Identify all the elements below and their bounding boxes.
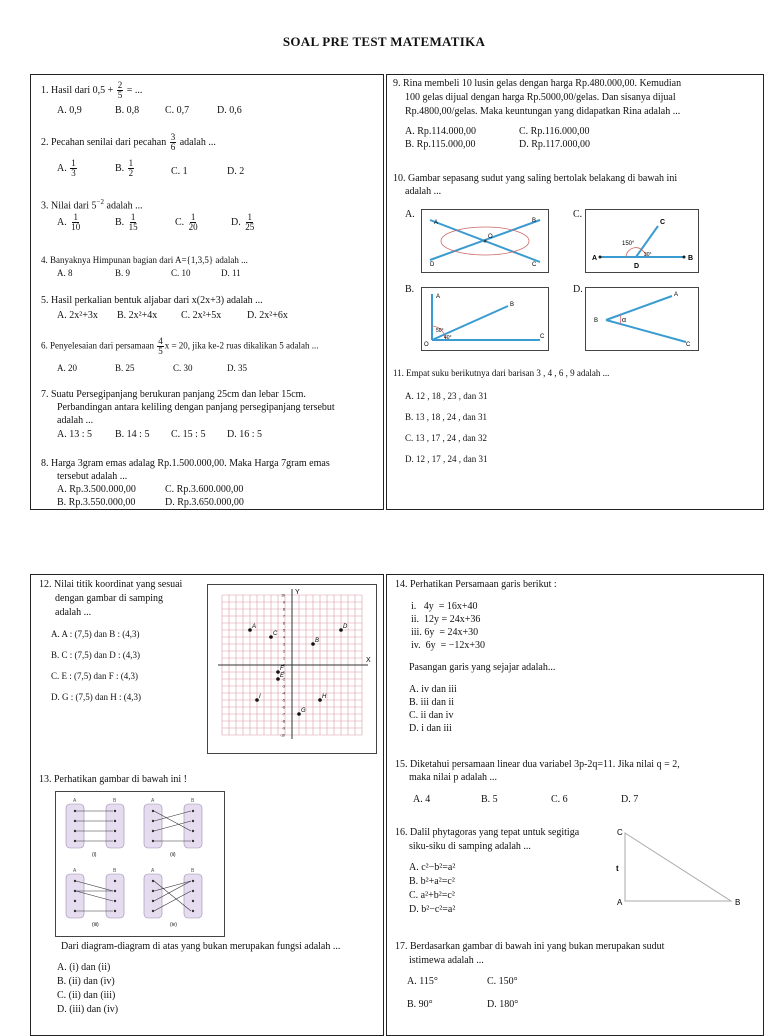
point-label: C [686,342,691,348]
set-b-element [114,830,116,832]
set-b-element [192,880,194,882]
q6-option-a[interactable]: A. 20 [57,363,77,373]
diagram-label: (i) [92,852,97,858]
q15-option-d[interactable]: D. 7 [621,794,639,805]
question-14: 14. Perhatikan Persamaan garis berikut : [395,579,557,590]
angle-label: α [622,317,627,324]
option-fraction [128,213,139,232]
question-10-line-2: adalah ... [405,186,442,197]
point-label: C [273,631,278,637]
y-tick-label: 1 [283,656,285,661]
option-letter: D. [231,216,241,228]
set-b-element [114,910,116,912]
option-letter: A. [57,216,67,228]
question-6-suffix: x = 20, jika ke-2 ruas dikalikan 5 adalah ... [164,340,319,351]
q4-option-a[interactable]: A. 8 [57,268,73,278]
q17-option-a[interactable]: A. 115° [407,976,438,987]
set-b-element [192,900,194,902]
y-tick-label: -1 [281,670,285,675]
question-1-text: 1. Hasil dari 0,5 + [41,84,116,96]
angle-figure-d-svg [586,288,698,350]
q6-option-c[interactable]: C. 30 [173,363,193,373]
set-b-element [114,840,116,842]
fraction-numerator: 1 [190,212,196,222]
fraction-denominator: 25 [245,222,255,232]
question-7-line-3: adalah ... [57,415,94,426]
q5-option-d[interactable]: D. 2x²+6x [247,310,288,321]
fraction-numerator: 1 [128,158,134,168]
y-tick-label: -10 [279,733,285,738]
set-a-element [74,830,76,832]
q3-option-d[interactable] [231,213,256,232]
q17-option-b[interactable]: B. 90° [407,999,433,1010]
set-b-element [114,900,116,902]
set-b-element [192,890,194,892]
question-7-line-2: Perbandingan antara keliling dengan panjang persegipanjang tersebut [57,402,335,413]
question-14-ask: Pasangan garis yang sejajar adalah... [409,662,556,673]
q10-option-d[interactable]: D. [573,284,583,295]
y-tick-label: 4 [283,635,285,640]
point-label: C [532,262,537,268]
angle-figure-b [421,287,549,351]
q2-option-a[interactable] [57,159,78,178]
q15-option-a[interactable]: A. 4 [413,794,431,805]
question-3-text: 3. Nilai dari 5 [41,200,97,212]
question-16-line-1: 16. Dalil phytagoras yang tepat untuk segitiga [395,827,580,838]
question-17-line-2: istimewa adalah ... [409,955,484,966]
fraction-numerator: 2 [117,80,123,90]
fraction-denominator: 6 [170,142,176,152]
point-label: I [259,694,261,700]
y-tick-label: -7 [281,712,285,717]
q5-option-c[interactable]: C. 2x²+5x [181,310,222,321]
question-5: 5. Hasil perkalian bentuk aljabar dari x(2x+3) adalah ... [41,295,263,306]
q17-option-c[interactable]: C. 150° [487,976,518,987]
q4-option-d[interactable]: D. 11 [221,268,241,278]
point-label: B [532,218,537,224]
option-fraction [70,213,81,232]
question-1 [41,81,142,100]
q10-option-a[interactable]: A. [405,209,415,220]
set-a-element [152,820,154,822]
angle-figure-c-svg [586,210,698,272]
q10-option-c[interactable]: C. [573,209,583,220]
fraction-numerator: 1 [247,212,252,222]
function-diagrams-svg [56,792,224,936]
question-15-line-1: 15. Diketahui persamaan linear dua variabel 3p-2q=11. Jika nilai q = 2, [395,759,680,770]
fraction-denominator: 5 [158,346,163,356]
question-6-fraction [157,337,164,356]
angle-label: 50° [436,328,444,334]
question-6-text: 6. Penyelesaian dari persamaan [41,340,157,351]
q14-equation-2: ii. 12y = 24x+36 [411,614,481,625]
question-4: 4. Banyaknya Himpunan bagian dari A={1,3,5} adalah ... [41,255,248,265]
set-a-element [152,810,154,812]
question-2-suffix: adalah ... [177,136,216,148]
y-tick-label: -4 [281,691,285,696]
q13-option-d[interactable]: D. (iii) dan (iv) [57,1004,119,1015]
q8-option-a[interactable]: A. Rp.3.500.000,00 [57,484,136,495]
q1-option-a[interactable]: A. 0,9 [57,105,82,116]
option-letter: A. [57,162,67,174]
page-title: SOAL PRE TEST MATEMATIKA [282,34,486,49]
set-b-element [114,890,116,892]
set-a-element [152,890,154,892]
q9-option-b[interactable]: B. Rp.115.000,00 [405,139,476,150]
side-label-t: t [616,864,619,873]
set-a-element [152,910,154,912]
q13-option-c[interactable]: C. (ii) dan (iii) [57,990,116,1001]
exponent: −2 [96,198,104,206]
question-12-line-3: adalah ... [55,607,92,618]
function-diagrams [55,791,225,937]
point-label: F [280,666,284,672]
q6-option-b[interactable]: B. 25 [115,363,135,373]
y-tick-label: -6 [281,705,285,710]
point-label: E [280,673,285,679]
q3-option-b[interactable] [115,213,140,232]
question-8-line-2: tersebut adalah ... [57,471,128,482]
q7-option-c[interactable]: C. 15 : 5 [171,429,206,440]
q12-option-b[interactable]: B. C : (7,5) dan D : (4,3) [51,650,140,660]
question-12-line-1: 12. Nilai titik koordinat yang sesuai [39,579,183,590]
q13-option-a[interactable]: A. (i) dan (ii) [57,962,111,973]
question-box-9-11 [386,74,764,510]
set-b-element [114,810,116,812]
vertex-label-b: B [735,898,741,907]
point-label: G [301,708,306,714]
question-11: 11. Empat suku berikutnya dari barisan 3 , 4 , 6 , 9 adalah ... [393,368,610,378]
option-fraction [70,159,77,178]
angle-figure-b-svg [422,288,548,350]
angle-label: 40° [444,335,452,341]
set-a-element [152,830,154,832]
fraction-denominator: 2 [128,168,134,178]
y-tick-label: 0 [283,663,285,668]
coordinate-graph-svg [208,585,376,753]
q1-option-d[interactable]: D. 0,6 [217,105,242,116]
fraction-numerator: 3 [170,132,176,142]
set-a-element [152,840,154,842]
option-fraction [244,213,255,232]
q13-option-b[interactable]: B. (ii) dan (iv) [57,976,115,987]
question-1-suffix: = ... [124,84,143,96]
set-b-element [192,840,194,842]
q11-option-d[interactable]: D. 12 , 17 , 24 , dan 31 [405,454,488,464]
q12-option-c[interactable]: C. E : (7,5) dan F : (4,3) [51,671,138,681]
point-label: B [315,638,320,644]
q9-option-a[interactable]: A. Rp.114.000,00 [405,126,477,137]
q1-option-b[interactable]: B. 0,8 [115,105,140,116]
point-label: B [594,318,599,324]
q2-option-c[interactable]: C. 1 [171,166,188,177]
set-a-element [74,900,76,902]
point-label: A [436,294,441,300]
option-fraction [188,213,199,232]
point-label: O [488,234,493,240]
q11-option-a[interactable]: A. 12 , 18 , 23 , dan 31 [405,391,488,401]
set-b-element [192,820,194,822]
point-label: A [674,292,679,298]
option-letter: B. [115,216,125,228]
fraction-numerator: 4 [158,336,163,346]
fraction-denominator: 20 [188,222,198,232]
y-tick-label: -9 [281,726,285,731]
set-a-element [152,900,154,902]
y-tick-label: 6 [283,621,285,626]
fraction-numerator: 1 [73,212,78,222]
y-tick-label: 5 [283,628,285,633]
question-15-line-2: maka nilai p adalah ... [409,772,498,783]
question-3 [41,198,143,211]
y-tick-label: -3 [281,684,285,689]
q11-option-c[interactable]: C. 13 , 17 , 24 , dan 32 [405,433,487,443]
set-b-label: B [191,798,195,804]
fraction-denominator: 10 [71,222,81,232]
set-b-label: B [113,868,117,874]
question-13-caption: Dari diagram-diagram di atas yang bukan merupakan fungsi adalah ... [61,941,341,952]
angle-label: 30° [644,252,652,258]
q5-option-b[interactable]: B. 2x²+4x [117,310,158,321]
point-label: B [688,255,694,262]
question-1-fraction [117,81,124,100]
point-label: C [660,219,666,226]
question-2-text: 2. Pecahan senilai dari pecahan [41,136,169,148]
set-a-label: A [151,798,155,804]
question-7-line-1: 7. Suatu Persegipanjang berukuran panjang 25cm dan lebar 15cm. [41,389,306,400]
question-8-line-1: 8. Harga 3gram emas adalag Rp.1.500.000,00. Maka Harga 7gram emas [41,458,330,469]
option-fraction [128,159,135,178]
question-9-line-3: Rp.4800,00/gelas. Maka keuntungan yang didapatkan Rina adalah ... [405,106,681,117]
point-label: A [592,255,598,262]
fraction-numerator: 1 [71,158,76,168]
diagram-label: (iii) [92,922,99,928]
point-label: A [252,624,257,630]
question-9-line-2: 100 gelas dijual dengan harga Rp.5000,00/gelas. Dan sisanya dijual [405,92,676,103]
set-b-label: B [113,798,117,804]
angle-label: 150° [622,241,635,247]
q9-option-c[interactable]: C. Rp.116.000,00 [519,126,590,137]
q14-option-c[interactable]: C. ii dan iv [409,710,454,721]
set-a-element [74,890,76,892]
q3-option-c[interactable] [175,213,200,232]
vertex-label-a: A [617,898,623,907]
question-3-suffix: adalah ... [104,200,143,212]
q3-option-a[interactable] [57,213,82,232]
angle-figure-a [421,209,549,273]
q16-option-d[interactable]: D. b²−c²=a² [409,904,456,915]
y-tick-label: 10 [281,593,285,598]
q2-option-d[interactable]: D. 2 [227,166,245,177]
q7-option-a[interactable]: A. 13 : 5 [57,429,92,440]
y-axis-label: Y [295,589,300,596]
diagram-label: (ii) [170,852,176,858]
question-box-12-13 [30,574,384,1036]
set-a-element [74,880,76,882]
q14-equation-4: iv. 6y = −12x+30 [411,640,486,651]
question-12-line-2: dengan gambar di samping [55,593,164,604]
y-tick-label: 9 [283,600,285,605]
option-letter: B. [115,162,125,174]
q7-option-b[interactable]: B. 14 : 5 [115,429,150,440]
question-box-1-8 [30,74,384,510]
q15-option-b[interactable]: B. 5 [481,794,498,805]
q4-option-b[interactable]: B. 9 [115,268,131,278]
y-tick-label: 7 [283,614,285,619]
question-10-line-1: 10. Gambar sepasang sudut yang saling bertolak belakang di bawah ini [393,173,678,184]
y-tick-label: 3 [283,642,285,647]
angle-figure-d [585,287,699,351]
point-label: C [540,334,545,340]
set-b-element [192,910,194,912]
point-label: D [634,263,640,270]
question-2-fraction [170,133,177,152]
q14-option-b[interactable]: B. iii dan ii [409,697,454,708]
q16-option-b[interactable]: B. b²+a²=c² [409,876,455,887]
set-a-label: A [73,798,77,804]
set-a-element [152,880,154,882]
set-a-element [74,820,76,822]
q16-option-c[interactable]: C. a²+b²=c² [409,890,455,901]
q14-option-d[interactable]: D. i dan iii [409,723,452,734]
question-16-line-2: siku-siku di samping adalah ... [409,841,531,852]
fraction-numerator: 1 [130,212,136,222]
set-b-label: B [191,868,195,874]
fraction-denominator: 15 [128,222,138,232]
set-b-element [114,820,116,822]
set-a-label: A [151,868,155,874]
q14-equation-3: iii. 6y = 24x+30 [411,627,479,638]
question-6 [41,337,319,356]
set-b-element [192,810,194,812]
point-label: A [434,220,439,226]
q7-option-d[interactable]: D. 16 : 5 [227,429,262,440]
set-a-element [74,810,76,812]
y-tick-label: -5 [281,698,285,703]
q6-option-d[interactable]: D. 35 [227,363,247,373]
point-label: O [424,342,429,348]
q17-option-d[interactable]: D. 180° [487,999,519,1010]
vertex-label-c: C [617,828,623,837]
q16-option-a[interactable]: A. c²−b²=a² [409,862,456,873]
y-tick-label: 2 [283,649,285,654]
question-17-line-1: 17. Berdasarkan gambar di bawah ini yang bukan merupakan sudut [395,941,665,952]
q8-option-c[interactable]: C. Rp.3.600.000,00 [165,484,244,495]
angle-figure-c [585,209,699,273]
set-a-element [74,840,76,842]
x-axis-label: X [366,657,371,664]
set-a-element [74,910,76,912]
point-label: D [343,624,348,630]
fraction-denominator: 5 [117,90,123,100]
q1-option-c[interactable]: C. 0,7 [165,105,190,116]
y-tick-label: 8 [283,607,285,612]
coordinate-graph [207,584,377,754]
q9-option-d[interactable]: D. Rp.117.000,00 [519,139,591,150]
set-a-label: A [73,868,77,874]
question-box-14-17 [386,574,764,1036]
question-13: 13. Perhatikan gambar di bawah ini ! [39,774,188,785]
q15-option-c[interactable]: C. 6 [551,794,568,805]
set-b-element [192,830,194,832]
option-letter: C. [175,216,185,228]
question-9-line-1: 9. Rina membeli 10 lusin gelas dengan harga Rp.480.000,00. Kemudian [393,78,682,89]
diagram-label: (iv) [170,922,177,928]
q8-option-b[interactable]: B. Rp.3.550.000,00 [57,497,136,508]
q14-option-a[interactable]: A. iv dan iii [409,684,457,695]
fraction-denominator: 3 [71,168,76,178]
q14-equation-1: i. 4y = 16x+40 [411,601,478,612]
q12-option-d[interactable]: D. G : (7,5) dan H : (4,3) [51,692,141,702]
q11-option-b[interactable]: B. 13 , 18 , 24 , dan 31 [405,412,487,422]
q4-option-c[interactable]: C. 10 [171,268,191,278]
q10-option-b[interactable]: B. [405,284,415,295]
y-tick-label: -2 [281,677,285,682]
point-label: H [322,694,327,700]
point-label: B [510,302,515,308]
right-triangle-figure [613,825,753,911]
q5-option-a[interactable]: A. 2x²+3x [57,310,98,321]
point-label: D [430,262,435,268]
angle-figure-a-svg [422,210,548,272]
set-b-element [114,880,116,882]
question-2 [41,133,216,152]
q2-option-b[interactable] [115,159,135,178]
q12-option-a[interactable]: A. A : (7,5) dan B : (4,3) [51,629,140,639]
q8-option-d[interactable]: D. Rp.3.650.000,00 [165,497,244,508]
y-tick-label: -8 [281,719,285,724]
